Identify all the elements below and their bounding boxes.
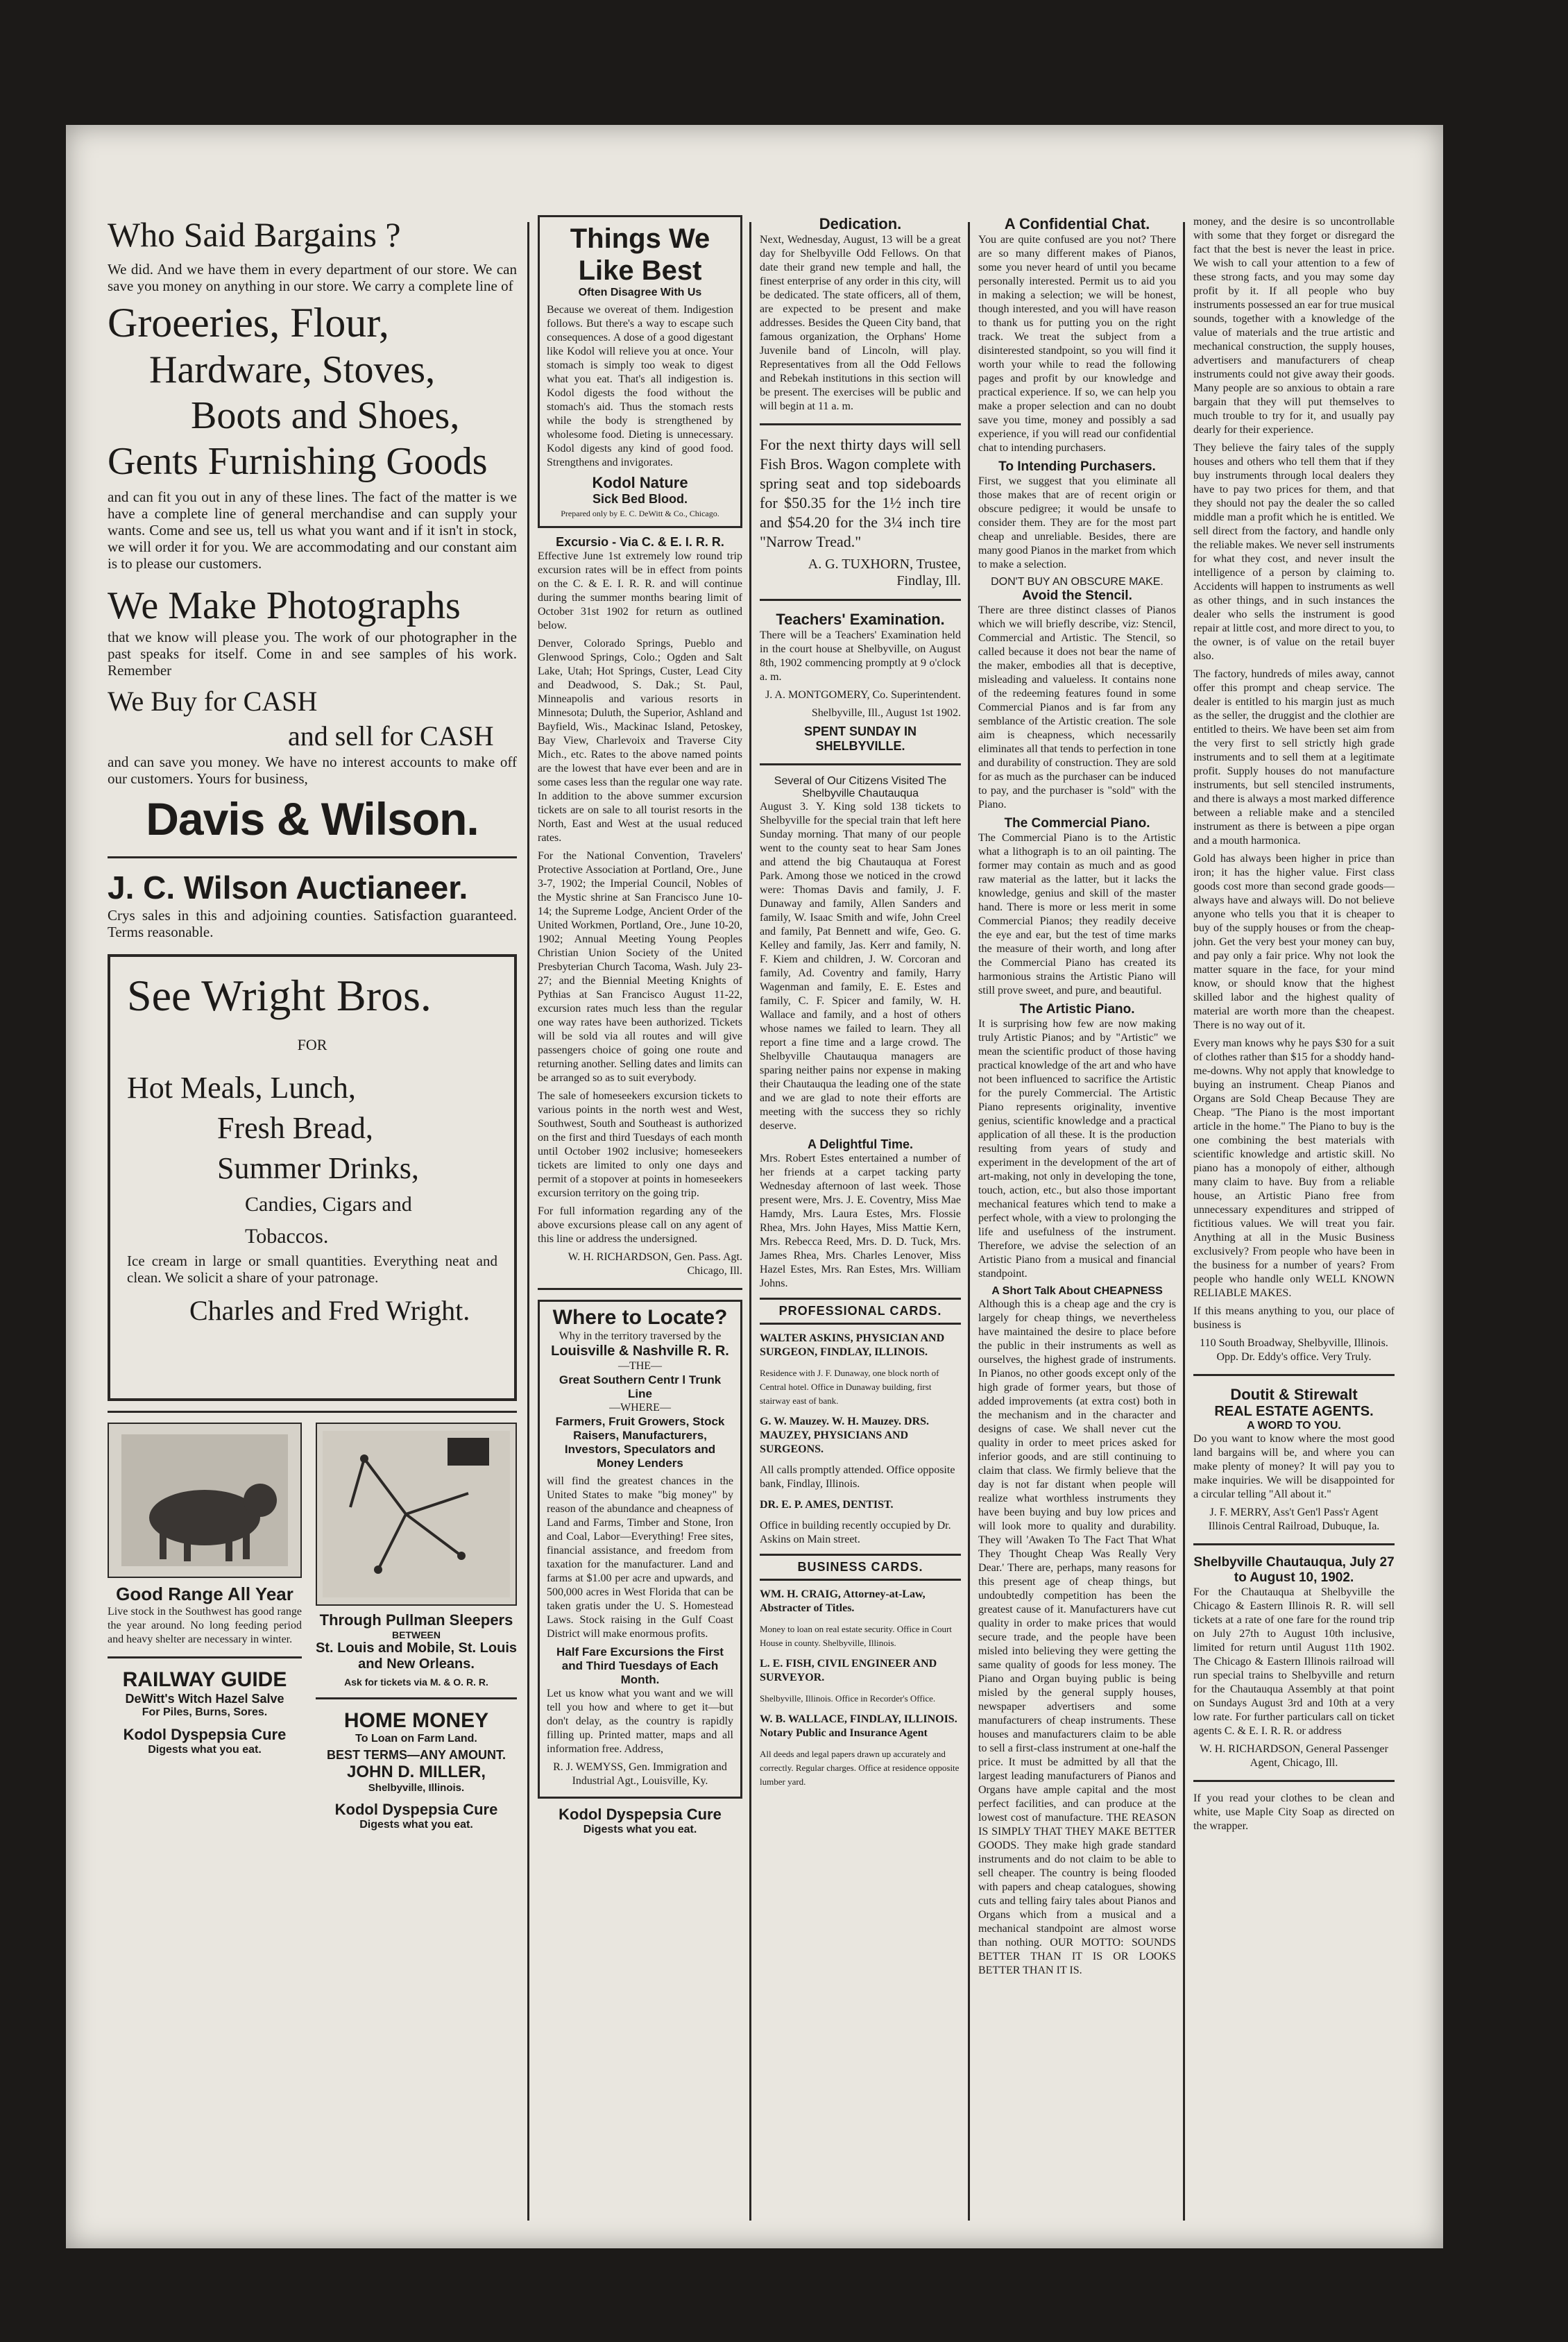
- artistic-body: It is surprising how few are now making truly Artistic Pianos; and by "Artistic" we mean the scientific product of those having practical knowledge of the art and who have not been influenced to sacrifice the Artistic for the purely Commercial. The Artistic Piano represents originality, inventive genius, scientific knowledge and a practical application of all these. It is the production resulting from years of study and experiment in the development of the art of art-making, not only in developing the tone, touch, action, etc., but also those important mechanical features which tend to make a perfect whole, with a view to prolonging the life and usefulness of the instrument. Therefore, we advise the selection of an Artistic Piano from a musical and financial standpoint.: [978, 1018, 1176, 1280]
- dedication-title: Dedication.: [819, 215, 902, 232]
- richardson: W. H. RICHARDSON, General Passenger Agent, Chicago, Ill.: [1200, 1743, 1388, 1769]
- divider: [1193, 1780, 1395, 1782]
- commercial-body: The Commercial Piano is to the Artistic what a lithograph is to an oil painting. The former may contain as much and as good raw material as the latter, but it lacks the knowledge, genius and skill of the master hand. There is more or less merit in some Commercial Pianos; they readily deceive the eye and ear, but the test of time marks the measure of their worth, and long after the Commercial Piano has created its harmonious strains the Artistic Piano will still prove sweet, and pure, and beautiful.: [978, 832, 1176, 996]
- wemyss: R. J. WEMYSS, Gen. Immigration and Industrial Agt., Louisville, Ky.: [553, 1761, 727, 1787]
- teachers-sign: J. A. MONTGOMERY, Co. Superintendent.: [765, 689, 961, 701]
- things-title: Things We Like Best: [570, 223, 710, 286]
- cheap-title: A Short Talk About CHEAPNESS: [991, 1285, 1163, 1297]
- where-to-locate-ad: [538, 1300, 742, 1799]
- divider: [538, 1288, 742, 1290]
- excursion-body-3: For the National Convention, Travelers' Protective Association at Portland, Ore., June 3-7, 1902; the Imperial Council, Nobles of the Mystic shrine at San Francisco June 10-14; the Supreme Lodge, Ancient Order of the United Workmen, Portland, Ore., June 10-20, 1902; Annual Meeting Young Peoples Christian Union Society of the United Presbyterian Church Tacoma, Wash. July 23-27; and the Biennial Meeting Knights of Pythias at San Francisco August 11-22, excursion rates much less than the regular one way rates have been authorized. Tickets will be sold via all routes and will give passengers choice of going one route and returning another. Selling dates and limits can be arranged so as to suit everybody.: [538, 850, 742, 1084]
- chautauqua-body: For the Chautauqua at Shelbyville the Chicago & Eastern Illinois R. R. will sell tickets at a rate of one fare for the round trip on July 27th to August 10th inclusive, limited for return until August 11th 1902. The Chicago & Eastern Illinois railroad will run special trains to Shelbyville and return for the Chautauqua Assembly at that point on Sundays August 3rd and 10th at a very low rate. For further particulars call on ticket agents C. & E. I. R. R. or address: [1193, 1586, 1395, 1737]
- where-the: —THE—: [617, 1360, 663, 1372]
- cattle-illustration: [108, 1423, 302, 1578]
- card-mauzey-sub: All calls promptly attended. Office opposite bank, Findlay, Illinois.: [760, 1464, 955, 1490]
- newspaper-page: [66, 125, 1443, 2248]
- things-body: Because we overeat of them. Indigestion follows. But there's a way to escape such consequences. A dose of a good digestant like Kodol will relieve you at once. Your stomach is simply too weak to digest what you eat. That's all indigestion is. Kodol digests the food without the stomach's aid. Thus the stomach rests while the body is strengthened by wholesome food. Dieting is unnecessary. Kodol digests any kind of good food. Strengthens and invigorates.: [547, 304, 733, 468]
- commercial-title: The Commercial Piano.: [1004, 816, 1150, 831]
- where-sub: Why in the territory traversed by the: [559, 1330, 722, 1342]
- kodol-nature-sub: Sick Bed Blood.: [592, 492, 688, 506]
- merry: J. F. MERRY, Ass't Gen'l Pass'r Agent Illinois Central Railroad, Dubuque, Ia.: [1208, 1507, 1380, 1532]
- divider: [1193, 1374, 1395, 1376]
- wright-sign: Charles and Fred Wright.: [189, 1295, 470, 1326]
- excursion-body-4: The sale of homeseekers excursion tickets to various points in the north west and West, Southwest, South and Southeast is authorized on the first and third Tuesdays of each month until October 1902 inclusive; homeseekers tickets are limited to only one days and permit of a stopover at points in homeseekers excursion territory on the going trip.: [538, 1090, 742, 1199]
- delightful-title: A Delightful Time.: [807, 1137, 913, 1151]
- map-ask: Ask for tickets via M. & O. R. R.: [344, 1677, 488, 1688]
- col6-body-6: If this means anything to you, our place of business is: [1193, 1305, 1395, 1331]
- map-icon: [323, 1431, 510, 1597]
- chat-body: You are quite confused are you not? There are so many different makes of Pianos, some you never heard of until you became personally interested. Permit us to aid you in making a selection; we will be honest, though interested, and you will have reason to thank us for putting you on the right track. We treat the subject from a disinterested standpoint, so you will find it worth your while to read the following pages and profit by our knowledge and practical experience. If so, we can help you make a proper selection and can no doubt save you time, money and possibly a sad experience, if you will read our confidential chat to intending purchasers.: [978, 234, 1176, 454]
- column-rule: [749, 222, 751, 2221]
- real-estate-body: Do you want to know where the most good land bargains will be, and where you can make plenty of money? It will pay you to make inquiries. We will be disappointed for a circular telling "All about it.": [1193, 1433, 1395, 1500]
- map-label: Through Pullman Sleepers: [319, 1611, 513, 1629]
- cash-line-1: We Buy for CASH: [108, 686, 318, 717]
- where-where: —WHERE—: [609, 1402, 671, 1414]
- chat-title: A Confidential Chat.: [1004, 215, 1150, 232]
- kodol-footer-2: Kodol Dyspepsia Cure: [334, 1801, 498, 1818]
- gents-line: Gents Furnishing Goods: [108, 440, 488, 483]
- col6-body-3: The factory, hundreds of miles away, cannot offer this prompt and cheap service. The dealer is entitled to his margin just as much as the seller, the druggist and the clothier are entitled to theirs. We have been set aim from the very first to sell strictly high grade instruments and to sell them at a legitimate profit. Supply houses do not manufacture instruments, but sell stenciled instruments, and there is always a most marked difference between a reliable make and a stenciled instrument as there is between a pipe organ and a mouth harmonica.: [1193, 668, 1395, 847]
- photographs-body: that we know will please you. The work of our photographer in the past speaks for itself. Come in and see samples of his work. Remember: [108, 629, 517, 679]
- kodol-nature: Kodol Nature: [592, 474, 688, 491]
- where-body: will find the greatest chances in the United States to make "big money" by reason of the abundance and cheapness of Land and Farms, Timber and Stone, Iron and Coal, Labor—Everything! Free sites, financial assistance, and freedom from taxation for the manufacturer. Land and farms at $1.00 per acre and upwards, and 500,000 acres in West Florida that can be taken gratis under the U. S. Homestead Laws. Stock raising in the Gulf Coast District will make enormous profits.: [547, 1475, 733, 1640]
- divider: [108, 1656, 302, 1658]
- wagon-sign: A. G. TUXHORN, Trustee, Findlay, Ill.: [808, 557, 961, 588]
- card-ames-sub: Office in building recently occupied by Dr. Askins on Main street.: [760, 1520, 951, 1545]
- kodol-footer-3-sub: Digests what you eat.: [583, 1824, 697, 1835]
- divider: [316, 1697, 517, 1699]
- wright-line-1: Hot Meals, Lunch,: [127, 1071, 356, 1105]
- wagon-body: For the next thirty days will sell Fish Bros. Wagon complete with spring seat and top sideboards for $50.35 for the 1½ inch tire and $54.20 for the 3¼ inch tire "Narrow Tread.": [760, 436, 961, 550]
- best-terms: BEST TERMS—ANY AMOUNT.: [326, 1748, 506, 1762]
- artistic-title: The Artistic Piano.: [1019, 1002, 1135, 1017]
- col6-body-2: They believe the fairy tales of the supply houses and others who tell them that if they buy instruments through local dealers they have to pay two prices for them, and that they should not pay the dealer the so called middle man a profit which he is entitled. We sell direct from the factory, and handle only the reliable makes. We never sell instruments for what they cost, and never insult the intelligence of a person by claiming to. Accidents will happen to instruments as well as other things, and in such instances the dealer who sells the instrument is good repair at little cost, and more direct to you, to the owner, is of value on the retail buyer also.: [1193, 442, 1395, 662]
- chautauqua-title: Shelbyville Chautauqua, July 27 to August 10, 1902.: [1193, 1555, 1395, 1585]
- card-wallace-sub: All deeds and legal papers drawn up accurately and correctly. Regular charges. Office at residence opposite lumber yard.: [760, 1749, 960, 1787]
- teachers-title: Teachers' Examination.: [776, 611, 945, 628]
- kodol-footer-2-sub: Digests what you eat.: [359, 1819, 473, 1831]
- card-askins: WALTER ASKINS, PHYSICIAN AND SURGEON, FINDLAY, ILLINOIS.: [760, 1332, 945, 1358]
- card-craig-sub: Money to loan on real estate security. Office in Court House in county. Shelbyville, Illinois.: [760, 1624, 952, 1648]
- column-rule: [968, 222, 970, 2221]
- davis-wilson-name: Davis & Wilson.: [146, 793, 479, 845]
- dont-buy: DON'T BUY AN OBSCURE MAKE.: [991, 576, 1164, 588]
- divider: [760, 599, 961, 601]
- card-wallace: W. B. WALLACE, FINDLAY, ILLINOIS. Notary Public and Insurance Agent: [760, 1713, 957, 1739]
- avoid-body: There are three distinct classes of Pianos which we will briefly describe, viz: Stencil, Commercial and Artistic. The Stencil, so called because it does not bear the name of the maker, embodies all that is deceptive, misleading and valueless. It contains none of the redeeming features found in some Commercial Pianos and is far from any semblance of the Artistic creation. The sole aim is cheapness, which necessarily eliminates all that tends to perfection in tone and durability of construction. They are sold for as much as the purchaser can be induced to pay, and the purchaser is "sold" with the Piano.: [978, 604, 1176, 811]
- kodol-ad: [538, 215, 742, 528]
- col6-body-4: Gold has always been higher in price than iron; it has the higher value. First class goods cost more than second grade goods—always have and always will. Do not believe anyone who tells you that it is cheaper to buy of the supply houses or from the cheap-john. Get the very best your money can buy, and pay only a fair price. Why not look the matter square in the face, for your mind know, or should know that the highest skilled labor and the highest quality of material are worth more than the cheapest. There is no way out of it.: [1193, 853, 1395, 1031]
- card-craig: WM. H. CRAIG, Attorney-at-Law, Abstracter of Titles.: [760, 1588, 926, 1614]
- wright-for: FOR: [297, 1036, 327, 1053]
- where-title: Where to Locate?: [552, 1306, 728, 1329]
- card-fish: L. E. FISH, CIVIL ENGINEER AND SURVEYOR.: [760, 1658, 937, 1683]
- ad-column-left: [108, 215, 517, 2228]
- kodol-footer-3: Kodol Dyspepsia Cure: [559, 1806, 722, 1823]
- spent-title: SPENT SUNDAY IN SHELBYVILLE.: [803, 724, 917, 753]
- auctioneer-title: J. C. Wilson Auctianeer.: [108, 869, 468, 906]
- wright-line-2: Fresh Bread,: [217, 1111, 373, 1145]
- card-ames: DR. E. P. AMES, DENTIST.: [760, 1499, 894, 1511]
- john-miller: JOHN D. MILLER,: [346, 1763, 486, 1781]
- card-askins-sub: Residence with J. F. Dunaway, one block north of Central hotel. Office in Dunaway building, first stairway east of bank.: [760, 1368, 939, 1406]
- avoid-title: Avoid the Stencil.: [1022, 588, 1132, 603]
- boots-line: Boots and Shoes,: [191, 394, 460, 437]
- wright-line-4: Candies, Cigars and Tobaccos.: [245, 1193, 412, 1248]
- map-between: BETWEEN: [392, 1629, 441, 1640]
- where-list: Farmers, Fruit Growers, Stock Raisers, Manufacturers, Investors, Speculators and Money Lenders: [555, 1415, 725, 1470]
- address: 110 South Broadway, Shelbyville, Illinois. Opp. Dr. Eddy's office. Very Truly.: [1200, 1337, 1388, 1363]
- col6-body-5: Every man knows why he pays $30 for a suit of clothes rather than $15 for a shoddy hand-me-downs. Why not apply that knowledge to buying an instrument. Cheap Pianos and Organs are Sold Cheap Because They are Cheap. "The Piano is the most important article in the home." The Piano to buy is the one combining the best materials with scientific knowledge and artistic skill. No piano has a monopoly of either, although many claim to have. Buy from a reliable house, an Artistic Piano free from unnecessary expenditures and stripped of fictitious values. We will treat you fair. Anything at all in the Music Business exclusively? From people who have been in the business for a number of years? From people who handle only WELL KNOWN RELIABLE MAKES.: [1193, 1037, 1395, 1299]
- where-line: Great Southern Centr l Trunk Line: [559, 1373, 722, 1400]
- kodol-footer-1: Kodol Dyspepsia Cure: [123, 1726, 287, 1743]
- delightful-body: Mrs. Robert Estes entertained a number of her friends at a carpet tacking party Wednesday afternoon of last week. Those present were, Mrs. J. E. Coventry, Miss Mae Hamdy, Mrs. Laura Estes, Mrs. Flossie Rhea, Mrs. John Hayes, Miss Mattie Kern, Mrs. Rebecca Reed, Mrs. D. D. Tuck, Mrs. James Rhea, Mrs. Charles Lenover, Miss Hazel Estes, Mrs. Ran Estes, Mrs. William Johns.: [760, 1153, 961, 1289]
- purchasers-title: To Intending Purchasers.: [998, 459, 1156, 474]
- where-railroad: Louisville & Nashville R. R.: [551, 1343, 729, 1359]
- cash-body: and can save you money. We have no interest accounts to make off our customers. Yours for business,: [108, 754, 517, 787]
- excursion-head: Excursio - Via C. & E. I. R. R.: [556, 535, 724, 549]
- column-rule: [1183, 222, 1185, 2221]
- spent-body: August 3. Y. King sold 138 tickets to Shelbyville for the special train that left here Sunday morning. That many of our people went to the county seat to hear Sam Jones and attend the big Chautauqua at Forest Park. Among those we noticed in the crowd were: Thomas Davis and family, J. F. Dunaway and family, Allen Sanders and family, W. Isaac Smith and wife, John Creel and family, Pat Bennett and wife, Geo. G. Kelley and family, Jas. Kerr and family, N. F. Kiem and children, J. W. Corcoran and family, Ad. Coventry and family, Harry Wagenman and family, E. E. Estes and family, C. F. Spicer and family, W. H. Wallace and family, and a host of others whose names we failed to learn. They all report a fine time and a large crowd. The Shelbyville Chautauqua managers are sparing neither pains nor expense in making their Chautauqua the leading one of the state and we are glad to note their efforts are meeting with the success they so richly deserve.: [760, 801, 961, 1132]
- dedication-body: Next, Wednesday, August, 13 will be a great day for Shelbyville Odd Fellows. On that date their grand new temple and hall, the finest enterprise of any order in this city, will be dedicated. The state officers, all of them, are expected to be present and make addresses. Besides the Queen City band, that famous organization, the Orphans' Home Juvenile band of Lincoln, will play. Representatives from all the Odd Fellows and Rebekah institutions in this section will be present. The exercises will be public and will begin at 11 a. m.: [760, 234, 961, 412]
- teachers-date: Shelbyville, Ill., August 1st 1902.: [811, 707, 961, 719]
- bargains-body: and can fit you out in any of these lines. The fact of the matter is we have a complete line of general merchandise and can supply your wants. Come and see us, tell us what you want and if it isn't in stock, we will order it for you. We are accommodating and our constant aim is to please our customers.: [108, 489, 517, 572]
- column-rule: [527, 222, 529, 2221]
- divider: [760, 423, 961, 425]
- excursion-body-2: Denver, Colorado Springs, Pueblo and Glenwood Springs, Colo.; Ogden and Salt Lake, Utah; Hot Springs, Custer, Lead City and Deadwood, S. Dak.; St. Paul, Minneapolis and various resorts in Minnesota; Duluth, the Superior, Ashland and Bayfield, Wis., Mackinac Island, Petoskey, Bay View, Charlevoix and Traverse City Mich., etc. Rates to the above named points are the lowest that have ever been and are in some cases less than the regular one way rate. In addition to the above summer excursion tickets are on sale to all tourist resorts in the North, East and West at the usual reduced rates.: [538, 638, 742, 844]
- cheap-body: Although this is a cheap age and the cry is largely for cheap things, we nevertheless have maintained the desire to place before the public in their instruments as well as ourselves, the highest grade of instruments. In Pianos, no other goods except only of the high grade of former years, but those of added improvements (at extra cost) both in the mechanism and in the character and designs of case. We shall never cut the quality in order to meet prices asked for inferior goods, and are still continuing to claim that class. We firmly believe that the day is not far distant when people will realize what worthless instruments they have been buying and buy low prices and will look more to quality and durability. They will 'Awaken To The Fact That What They Thought Cheap Was Really Very Dear.' There are, perhaps, many reasons for this present age of cheap things, but undoubtedly competition has been the greatest cause of it. Manufacturers have cut quality in order to make prices that would secure trade, and the people have been misled into believing they were getting the same quality of goods for less money. The Piano and Organ buying public is being misled by the general supply houses, newspaper advertisers and some manufacturers of cheap instruments. These houses and manufacturers claim to be able to sell a first-class instrument at one-half the price. It must be admitted by all that the largest leading manufacturers of Pianos and Organs have ample capital and the most perfect facilities, and can produce at the lowest cost of manufacture. THE REASON IS SIMPLY THAT THEY MAKE BETTER GOODS. They make high grade standard instruments and do not claim to be able to sell cheaper. The country is being flooded with papers and cheap catalogues, showing cuts and telling fairy tales about Pianos and Organs which from a musical and a mechanical standpoint are almost worse than nothing. OUR MOTTO: SOUNDS BETTER THAN IT IS OR LOOKS BETTER THAN IT IS.: [978, 1298, 1176, 1976]
- excursion-body-1: Effective June 1st extremely low round trip excursion rates will be in effect from points on the C. & E. I. R. R. and will continue during the summer months bearing limit of October 31st 1902 for return as outlined below.: [538, 550, 742, 631]
- home-money: HOME MONEY: [343, 1709, 489, 1732]
- divider: [108, 1411, 517, 1413]
- half-fare: Half Fare Excursions the First and Third Tuesdays of Each Month.: [556, 1645, 724, 1686]
- wright-title: See Wright Bros.: [127, 971, 432, 1020]
- doutit-title: Doutit & Stirewalt: [1230, 1386, 1358, 1403]
- divider: [1193, 1543, 1395, 1545]
- card-mauzey: G. W. Mauzey. W. H. Mauzey. DRS. MAUZEY, PHYSICIANS AND SURGEONS.: [760, 1416, 930, 1455]
- wright-bros-ad: [108, 954, 517, 1401]
- closing: If you read your clothes to be clean and white, use Maple City Soap as directed on the wrapper.: [1193, 1792, 1395, 1832]
- range-title: Good Range All Year: [116, 1584, 293, 1604]
- cash-line-2: and sell for CASH: [288, 720, 494, 752]
- real-estate: REAL ESTATE AGENTS.: [1214, 1404, 1374, 1419]
- card-fish-sub: Shelbyville, Illinois. Office in Recorder's Office.: [760, 1693, 936, 1704]
- dewitt-sub: For Piles, Burns, Sores.: [142, 1706, 268, 1718]
- divider: [108, 856, 517, 858]
- column-6: [1193, 215, 1395, 2228]
- purchasers-body: First, we suggest that you eliminate all those makes that are of recent origin or obscure pedigree; it would be unsafe to consider them. They are for the most part cheap and unreliable. Besides, there are many good Pianos in the market from which to make a selection.: [978, 475, 1176, 570]
- range-body: Live stock in the Southwest has good range the year around. No long feeding period and heavy shelter are necessary in winter.: [108, 1606, 302, 1645]
- column-5: [978, 215, 1176, 2228]
- home-money-sub: To Loan on Farm Land.: [355, 1733, 477, 1745]
- kodol-footer-1-sub: Digests what you eat.: [148, 1744, 262, 1756]
- several-title: Several of Our Citizens Visited The Shelbyville Chautauqua: [774, 775, 947, 799]
- things-sub: Often Disagree With Us: [578, 287, 702, 298]
- auctioneer-body: Crys sales in this and adjoining counties. Satisfaction guaranteed. Terms reasonable.: [108, 907, 517, 940]
- hardware-line: Hardware, Stoves,: [149, 348, 436, 391]
- railway-guide: RAILWAY GUIDE: [122, 1668, 287, 1691]
- bargains-intro: We did. And we have them in every department of our store. We can save you money on anything in our store. We carry a complete line of: [108, 261, 517, 294]
- professional-cards-header: PROFESSIONAL CARDS.: [760, 1298, 961, 1325]
- prepared-by: Prepared only by E. C. DeWitt & Co., Chicago.: [561, 509, 719, 518]
- railroad-map: [316, 1423, 517, 1606]
- photographs-title: We Make Photographs: [108, 584, 461, 627]
- excursion-body-5: For full information regarding any of the above excursions please call on any agent of this line or address the undersigned.: [538, 1205, 742, 1245]
- railroad-ad: [316, 1423, 517, 1831]
- divider: [760, 763, 961, 765]
- wright-body: Ice cream in large or small quantities. Everything neat and clean. We solicit a share of your patronage.: [127, 1253, 497, 1286]
- map-cities: St. Louis and Mobile, St. Louis and New Orleans.: [316, 1640, 517, 1672]
- excursion-sign: W. H. RICHARDSON, Gen. Pass. Agt. Chicago, Ill.: [568, 1251, 742, 1277]
- bargains-title: Who Said Bargains ?: [108, 215, 401, 254]
- cattle-icon: [121, 1434, 288, 1566]
- column-4: [760, 215, 961, 2228]
- word-to-you: A WORD TO YOU.: [1247, 1420, 1341, 1432]
- col6-body-1: money, and the desire is so uncontrollable with some that they forget or disregard the fact that the best is never the least in price. We wish to call your attention to a few of these strong facts, and you may some day profit by it. If all people who buy instruments possessed an ear for true musical sounds, together with a knowledge of the value of materials and the true artistic and mechanical construction, the supply houses, advertisers and manufacturers of cheap instruments could not give away their goods. Many people are so anxious to obtain a rare bargain that they will put themselves to much trouble to try for it, and usually pay dearly for their experience.: [1193, 216, 1395, 436]
- john-miller-city: Shelbyville, Illinois.: [368, 1782, 465, 1794]
- range-ad: [108, 1423, 302, 1825]
- half-fare-body: Let us know what you want and we will tell you how and where to get it—but don't delay, as the country is rapidly filling up. Printed matter, maps and all information free. Address,: [547, 1688, 733, 1755]
- teachers-body: There will be a Teachers' Examination held in the court house at Shelbyville, on August 8th, 1902 commencing promptly at 9 o'clock a. m.: [760, 629, 961, 683]
- business-cards-header: BUSINESS CARDS.: [760, 1554, 961, 1581]
- wright-line-3: Summer Drinks,: [217, 1151, 419, 1185]
- column-3: [538, 215, 742, 2228]
- groceries-line: Groeeries, Flour,: [108, 300, 389, 346]
- dewitt-salve: DeWitt's Witch Hazel Salve: [125, 1692, 284, 1706]
- lower-ad-row: [108, 1423, 517, 1831]
